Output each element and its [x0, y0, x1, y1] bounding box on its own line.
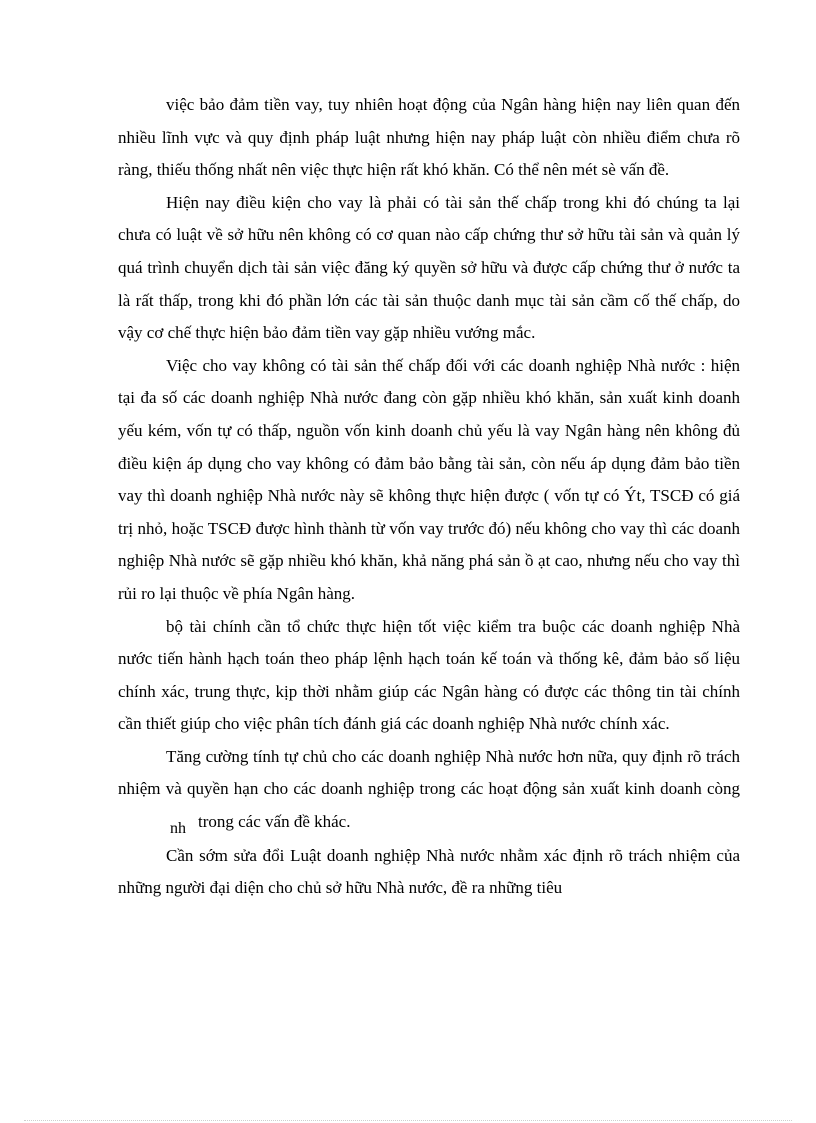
page-bottom-divider: [24, 1120, 792, 1121]
paragraph-5-text: Tăng cường tính tự chủ cho các doanh nghiệp Nhà nước hơn nữa, quy định rõ trách nhiệm và quyền hạn cho các doanh nghiệp trong các hoạt động sản xuất kinh doanh còng: [118, 746, 740, 799]
paragraph-1: việc bảo đảm tiền vay, tuy nhiên hoạt động của Ngân hàng hiện nay liên quan đến nhiều lĩnh vực và quy định pháp luật nhưng hiện nay pháp luật còn nhiều điểm chưa rõ ràng, thiếu thống nhất nên việc thực hiện rất khó khăn. Có thể nên mét sè vấn đề.: [118, 95, 740, 180]
paragraph-4: bộ tài chính cần tổ chức thực hiện tốt việc kiểm tra buộc các doanh nghiệp Nhà nước tiến hành hạch toán theo pháp lệnh hạch toán kế toán và thống kê, đảm bảo số liệu chính xác, trung thực, kịp thời nhằm giúp các Ngân hàng có được các thông tin tài chính cần thiết giúp cho việc phân tích đánh giá các doanh nghiệp Nhà nước chính xác.: [118, 616, 740, 734]
paragraph-2: Hiện nay điều kiện cho vay là phải có tài sản thế chấp trong khi đó chúng ta lại chưa có luật về sở hữu nên không có cơ quan nào cấp chứng thư sở hữu tài sản và quản lý quá trình chuyển dịch tài sản việc đăng ký quyền sở hữu và được cấp chứng thư ở nước ta là rất thấp, trong khi đó phần lớn các tài sản thuộc danh mục tài sản cầm cố thế chấp, do vậy cơ chế thực hiện bảo đảm tiền vay gặp nhiều vướng mắc.: [118, 192, 740, 343]
paragraph-5-tail: trong các vấn đề khác.: [198, 812, 351, 832]
document-body: [118, 89, 740, 905]
paragraph-5-fragment: nh: [170, 820, 186, 838]
paragraph-3: Việc cho vay không có tài sản thế chấp đối với các doanh nghiệp Nhà nước : hiện tại đa số các doanh nghiệp Nhà nước đang còn gặp nhiều khó khăn, sản xuất kinh doanh yếu kém, vốn tự có thấp, nguồn vốn kinh doanh chủ yếu là vay Ngân hàng nên không đủ điều kiện áp dụng cho vay không có đảm bảo bằng tài sản, còn nếu áp dụng đảm bảo tiền vay thì doanh nghiệp Nhà nước này sẽ không thực hiện được ( vốn tự có Ýt, TSCĐ có giá trị nhỏ, hoặc TSCĐ được hình thành từ vốn vay trước đó) nếu không cho vay thì các doanh nghiệp Nhà nước sẽ gặp nhiều khó khăn, khả năng phá sản ồ ạt cao, nhưng nếu cho vay thì rủi ro lại thuộc về phía Ngân hàng.: [118, 355, 740, 603]
paragraph-6: Cần sớm sửa đổi Luật doanh nghiệp Nhà nước nhằm xác định rõ trách nhiệm của những người đại diện cho chủ sở hữu Nhà nước, đề ra những tiêu: [118, 845, 740, 898]
paragraph-5: [118, 741, 740, 840]
